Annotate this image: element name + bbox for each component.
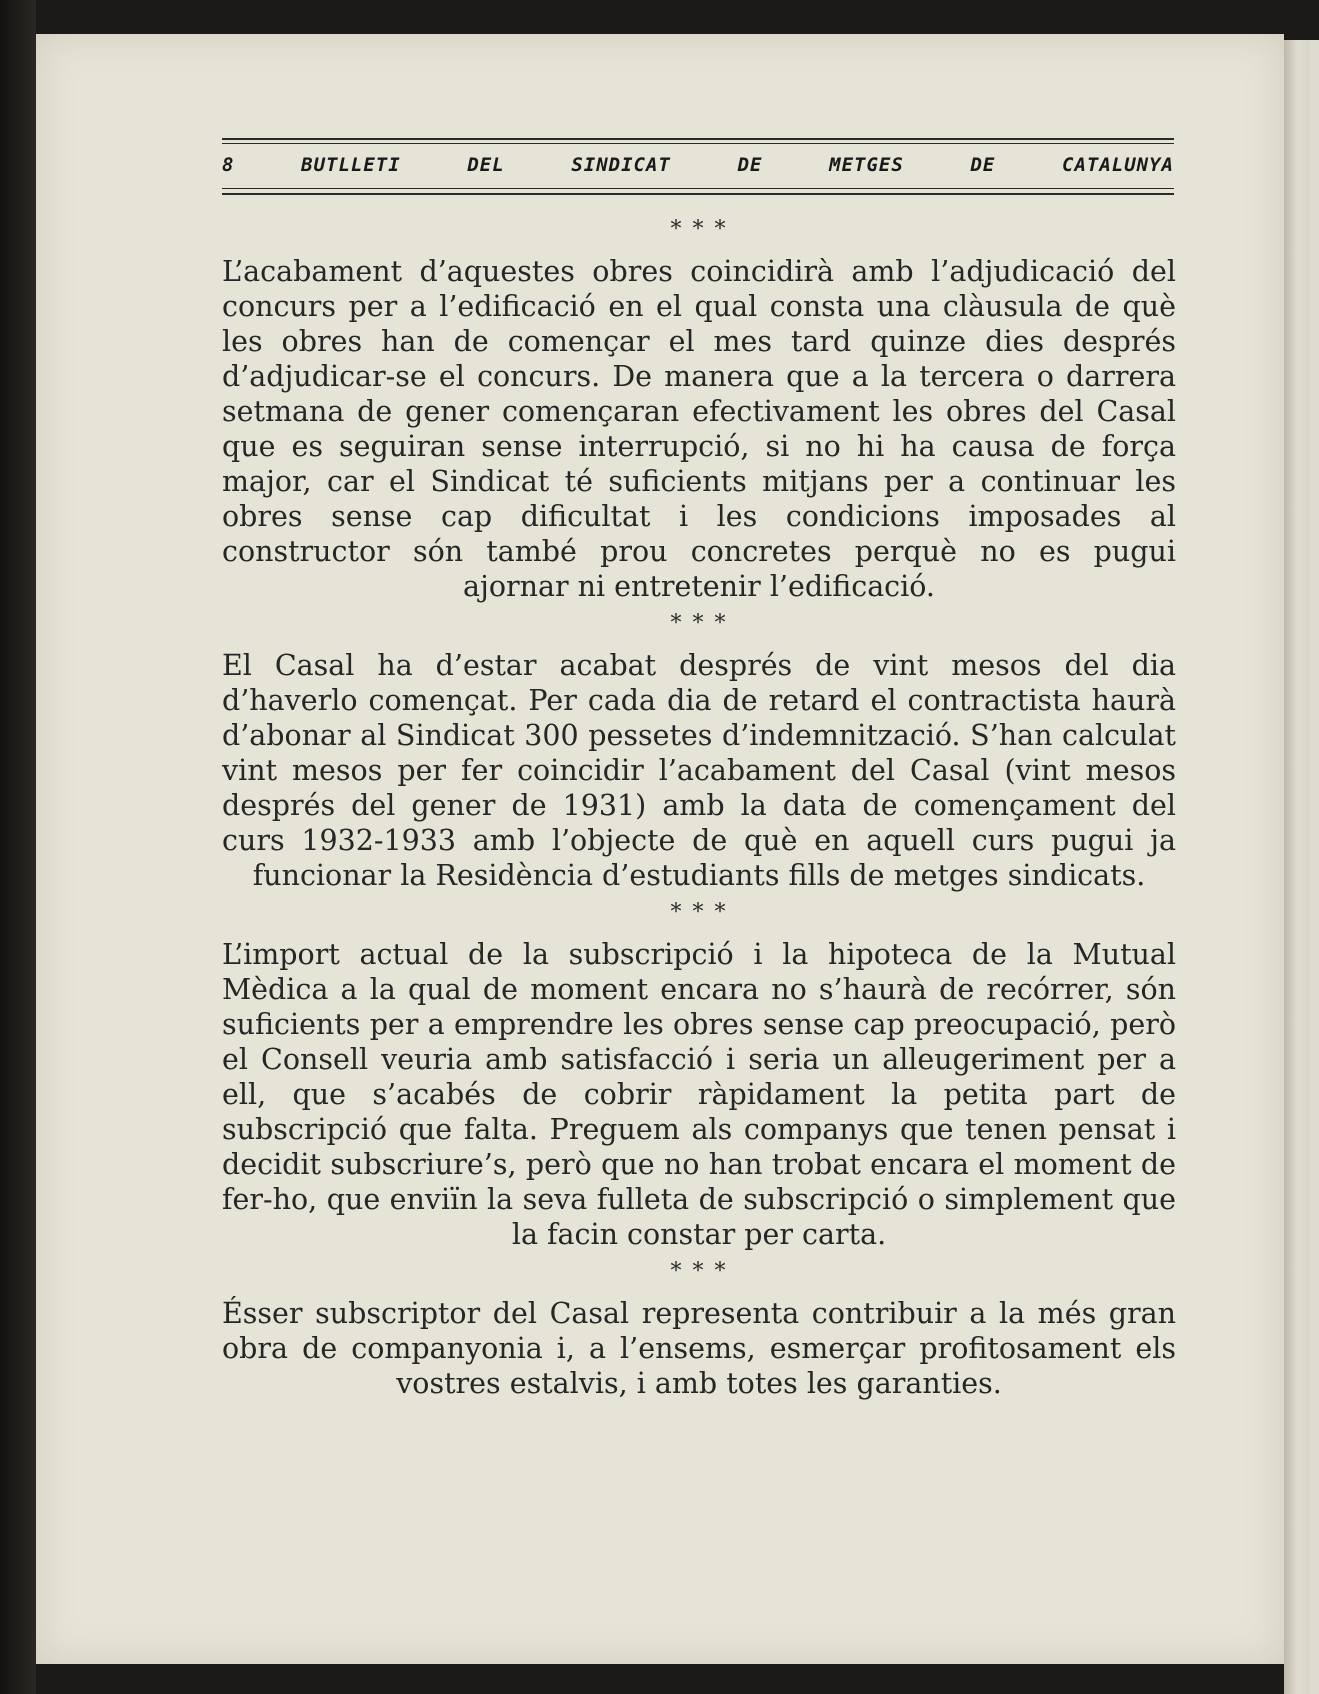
section-separator: * * *	[670, 611, 728, 636]
header-line	[222, 152, 1174, 178]
header-word: DEL	[467, 154, 505, 176]
header-rule-bottom	[222, 193, 1174, 195]
header-rule-bottom-thin	[222, 188, 1174, 189]
article-body	[222, 210, 1176, 1401]
section-separator: * * *	[670, 1259, 728, 1284]
section-separator: * * *	[670, 217, 728, 242]
next-page-edge	[1309, 40, 1319, 1694]
header-word: BUTLLETI	[301, 154, 401, 176]
paragraph-2: El Casal ha d’estar acabat després de vint mesos del dia d’haverlo començat. Per cada dia de retard el contractista haurà d’abonar al Sindicat 300 pessetes d’indemnització. S’han calculat vint mesos per fer coincidir l’acabament del Casal (vint mesos després del gener de 1931) amb la data de començament del curs 1932-1933 amb l’objecte de què en aquell curs pugui ja funcionar la Residència d’estudiants fills de metges sindicats.	[222, 649, 1176, 892]
section-separator: * * *	[670, 900, 728, 925]
header-word: DE	[737, 154, 763, 176]
page-number: 8	[222, 154, 235, 176]
paragraph-3: L’import actual de la subscripció i la hipoteca de la Mutual Mèdica a la qual de moment encara no s’haurà de recórrer, són suficients per a emprendre les obres sense cap preocupació, però el Consell veuria amb satisfacció i seria un alleugeriment per a ell, que s’acabés de cobrir ràpidament la petita part de subscripció que falta. Preguem als companys que tenen pensat i decidit subscriure’s, però que no han trobat encara el moment de fer-ho, que enviïn la seva fulleta de subscripció o simplement que la facin constar per carta.	[222, 938, 1176, 1251]
header-word: CATALUNYA	[1062, 154, 1174, 176]
scan-background	[0, 0, 36, 1694]
paragraph-1: L’acabament d’aquestes obres coincidirà amb l’adjudicació del concurs per a l’edificació en el qual consta una clàusula de què les obres han de començar el mes tard quinze dies després d’adjudicar-se el concurs. De manera que a la tercera o darrera setmana de gener començaran efectivament les obres del Casal que es seguiran sense interrupció, si no hi ha causa de força major, car el Sindicat té suficients mitjans per a continuar les obres sense cap dificultat i les condicions imposades al constructor són també prou concretes perquè no es pugui ajornar ni entretenir l’edificació.	[222, 255, 1176, 603]
header-rule-top	[222, 138, 1174, 140]
header-word: DE	[970, 154, 996, 176]
running-header	[222, 138, 1174, 194]
paragraph-4: Ésser subscriptor del Casal representa contribuir a la més gran obra de companyonia i, a l’ensems, esmerçar profitosament els vostres estalvis, i amb totes les garanties.	[222, 1297, 1176, 1400]
header-rule-top-thin	[222, 143, 1174, 144]
header-word: SINDICAT	[571, 154, 671, 176]
header-word: METGES	[829, 154, 904, 176]
